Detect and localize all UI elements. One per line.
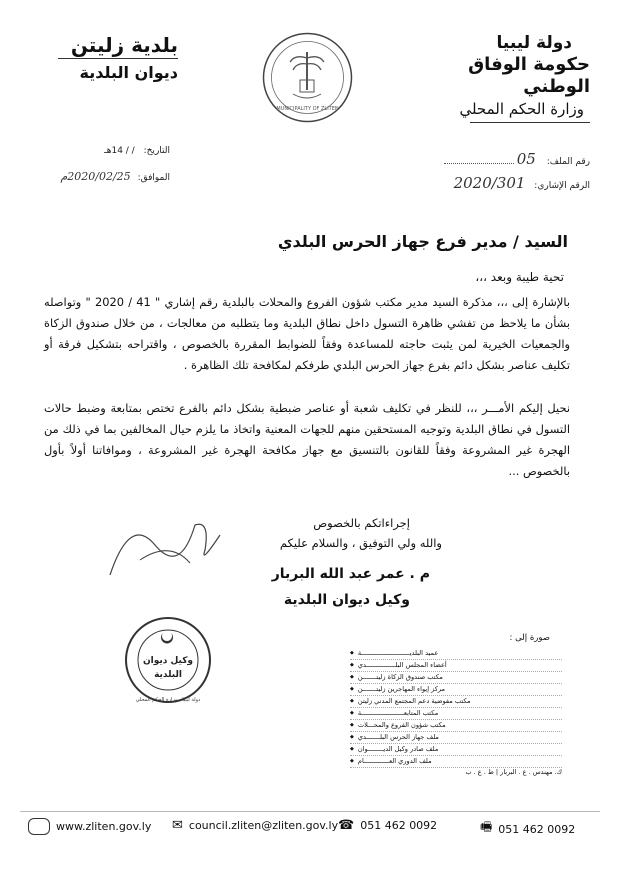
ref-number-field <box>444 150 590 168</box>
date-hijri-field <box>30 146 170 156</box>
email-link[interactable]: council.zliten@zliten.gov.ly <box>188 819 339 832</box>
copies-title: صورة إلى : <box>509 633 550 643</box>
ishari-number-label: الرقم الإشاري: <box>534 181 590 191</box>
date-gregorian-field <box>30 170 170 183</box>
email-icon: ✉ <box>172 818 183 833</box>
stamp-line-2: البلدية <box>154 670 182 680</box>
letter-greeting: تحية طيبة وبعد ،،، <box>475 270 564 284</box>
phone-icon: ☎ <box>338 818 355 833</box>
ministry-name: وزارة الحكم المحلي <box>459 100 584 118</box>
signatory-title: وكيل ديوان البلدية <box>283 592 410 608</box>
footer-email <box>172 818 338 833</box>
ishari-number-value: 2020/301 <box>453 174 526 192</box>
seal-ring-text: MUNICIPALITY OF ZLITEN <box>276 106 339 112</box>
list-item: مركز إيواء المهاجرين زليتـــــــن ◆ <box>350 684 562 696</box>
stamp-line-1: وكيل ديوان <box>142 656 194 666</box>
list-item: ملف جهاز الحرس البلـــــــدي ◆ <box>350 732 562 744</box>
header-left <box>28 32 178 85</box>
letter-paragraph-1: بالإشارة إلى ،،، مذكرة السيد مدير مكتب شؤون الفروع والمحلات بالبلدية رقم إشاري " 41 / 2020 " وتواصله بشأن ما يلاحظ من تفشي ظاهرة التسول داخل نطاق البلدية وما يتطلبه من معالجات ، من خلال صندوق الزكاة والجمعيات الخيرية لمن يثبت حاجته للمساعدة وفقاً للضوابط المقررة بالخصوص ، واقتراحه بتشكيل فرقة أو تكليف عناصر بشكل دائم بفرع جهاز الحرس البلدي طرفكم لمكافحة تلك الظاهرة . <box>44 295 570 372</box>
copies-list <box>350 648 562 768</box>
stamp-ring-text: دولة ليبيا - وزارة الحكم المحلي <box>135 697 201 703</box>
ref-number-label: رقم الملف: <box>546 157 590 167</box>
list-item: أعضاء المجلس البلـــــــــــــــدي ◆ <box>350 660 562 672</box>
footer-divider <box>20 811 600 812</box>
date-gregorian-value: 2020/02/25م <box>60 170 131 183</box>
country-name: دولة ليبيا <box>496 33 572 53</box>
office-name: ديوان البلدية <box>79 63 178 82</box>
fax-icon: 🖷 <box>480 820 493 835</box>
ref-number-value: 05 <box>516 150 536 168</box>
letter-paragraph-2: نحيل إليكم الأمـــر ،،، للنظر في تكليف شعبة أو عناصر ضبطية بشكل دائم بالفرع تختص بمتابعة وضبط حالات التسول في نطاق البلدية وتوجيه المستحقين منهم للجهات المعنية واتخاذ ما يلزم حيال المخالفين بما في ذلك من الهجرة غير المشروعة وفقاً للقانون بالتنسيق مع جهاز مكافحة الهجرة غير المشروعة ، وموافاتنا أولاً بأول بالخصوص ... <box>44 401 570 478</box>
ishari-number-field <box>454 174 590 192</box>
date-label: التاريخ: <box>143 146 170 156</box>
list-item: ملف الدوري العـــــــــــــام ◆ <box>350 756 562 768</box>
list-item: ملف صادر وكيل الديــــــــوان ◆ <box>350 744 562 756</box>
signatory-name: م . عمر عبد الله البربار <box>271 566 430 582</box>
list-item: عميد البلديـــــــــــــــــــــــــة ◆ <box>350 648 562 660</box>
footer-website <box>28 818 151 835</box>
list-item: مكتب شؤون الفروع والمحـــلات ◆ <box>350 720 562 732</box>
header-right <box>400 32 590 123</box>
muwafiq-label: الموافق: <box>137 173 170 183</box>
letter-subject: السيد / مدير فرع جهاز الحرس البلدي <box>277 232 568 251</box>
municipality-seal <box>260 30 355 125</box>
government-name: حكومة الوفاق الوطني <box>468 54 590 97</box>
website-link[interactable]: www.zliten.gov.ly <box>56 820 152 833</box>
official-stamp <box>123 615 213 705</box>
closing-line-1: إجراءاتكم بالخصوص <box>313 516 410 530</box>
web-icon <box>28 818 50 835</box>
date-hijri: / / 14هـ <box>104 146 135 156</box>
municipality-name: بلدية زليتن <box>70 33 178 57</box>
footer-phone <box>338 818 437 833</box>
list-item: مكتب صندوق الزكاة زليتـــــــن ◆ <box>350 672 562 684</box>
list-item: مكتب المتابعــــــــــــــــــــــة ◆ <box>350 708 562 720</box>
fax-number: 051 462 0092 <box>498 822 576 836</box>
typist-initials: ك. مهندس . ع . البربار | ط . ع . ب <box>465 768 562 776</box>
footer-fax <box>480 818 575 840</box>
list-item: مكتب مفوضية دعم المجتمع المدني زليتن ◆ <box>350 696 562 708</box>
phone-number: 051 462 0092 <box>360 819 438 832</box>
closing-line-2: والله ولي التوفيق ، والسلام عليكم <box>279 536 442 550</box>
